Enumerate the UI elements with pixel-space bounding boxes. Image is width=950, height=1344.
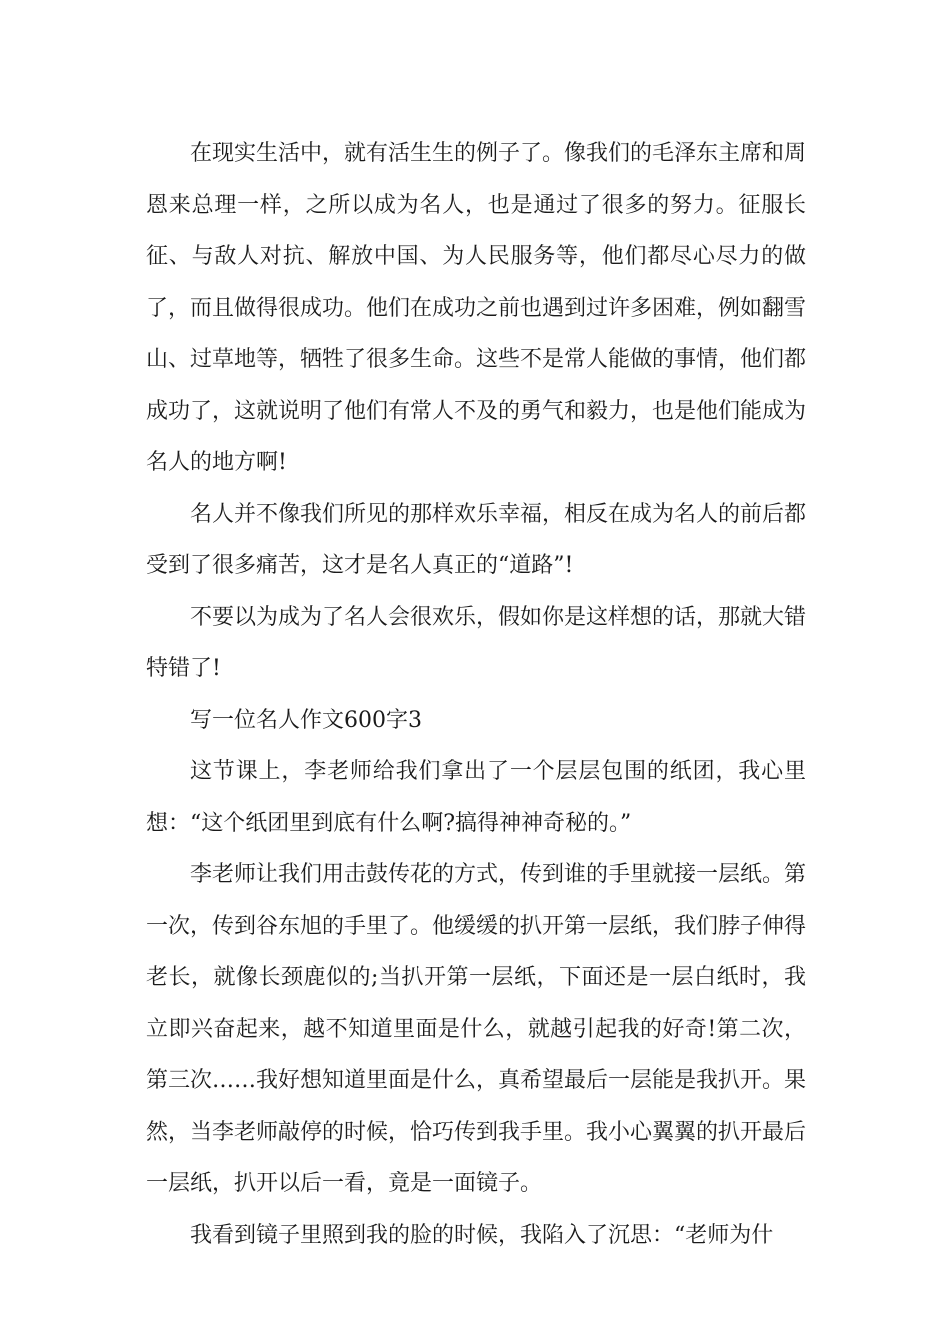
- paragraph-famous-examples: 在现实生活中，就有活生生的例子了。像我们的毛泽东主席和周恩来总理一样，之所以成为名人，也是通过了很多的努力。征服长征、与敌人对抗、解放中国、为人民服务等，他们都尽心尽力的做了，而且做得很成功。他们在成功之前也遇到过许多困难，例如翻雪山、过草地等，牺牲了很多生命。这些不是常人能做的事情，他们都成功了，这就说明了他们有常人不及的勇气和毅力，也是他们能成为名人的地方啊!: [146, 141, 807, 475]
- paragraph-pass-the-flower: 李老师让我们用击鼓传花的方式，传到谁的手里就接一层纸。第一次，传到谷东旭的手里了。他缓缓的扒开第一层纸，我们脖子伸得老长，就像长颈鹿似的;当扒开第一层纸，下面还是一层白纸时，我立即兴奋起来，越不知道里面是什么，就越引起我的好奇!第二次，第三次……我好想知道里面是什么，真希望最后一层能是我扒开。果然，当李老师敲停的时候，恰巧传到我手里。我小心翼翼的扒开最后一层纸，扒开以后一看，竟是一面镜子。: [146, 862, 807, 1196]
- paragraph-famous-warning: 不要以为成为了名人会很欢乐，假如你是这样想的话，那就大错特错了!: [146, 604, 807, 681]
- document-body: [146, 128, 806, 1261]
- paragraph-famous-suffering: 名人并不像我们所见的那样欢乐幸福，相反在成为名人的前后都受到了很多痛苦，这才是名人真正的“道路”!: [146, 501, 807, 578]
- paragraph-paper-ball: 这节课上，李老师给我们拿出了一个层层包围的纸团，我心里想：“这个纸团里到底有什么啊?搞得神神奇秘的。”: [146, 759, 806, 836]
- essay-heading: 写一位名人作文600字3: [190, 707, 422, 733]
- paragraph-mirror-thoughts: 我看到镜子里照到我的脸的时候，我陷入了沉思：“老师为什: [190, 1222, 774, 1248]
